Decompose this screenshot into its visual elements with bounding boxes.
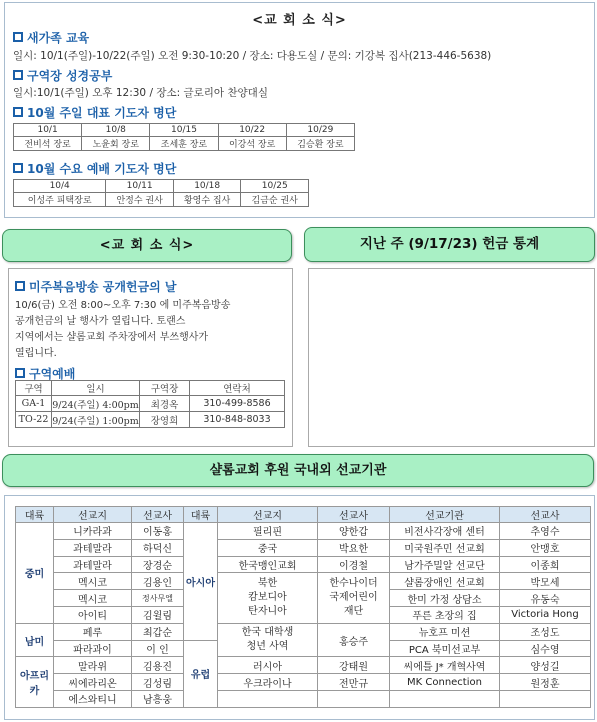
table-row: 아이티 김윌림 푸른 초장의 집 Victoria Hong [16,606,591,623]
wednesday-prayer-section [13,160,309,207]
district-worship-heading: 구역예배 [15,365,75,382]
checkbox-square-icon [15,368,25,378]
left-notice-banner: <교 회 소 식> [2,229,292,262]
mission-banner: 샬롬교회 후원 국내외 선교기관 [2,454,594,487]
mission-panel [4,495,595,720]
broadcast-heading: 미주복음방송 공개헌금의 날 [15,278,230,295]
checkbox-square-icon [13,32,23,42]
sunday-prayer-section [13,104,355,151]
broadcast-body: 10/6(금) 오전 8:00~오후 7:30 에 미주복음방송 공개헌금의 날 행사가 열립니다. 토랜스 지역에서는 샬롬교회 주차장에서 부쓰행사가 열립니다. [15,300,231,359]
new-family-body: 일시: 10/1(주일)-10/22(주일) 오전 9:30-10:20 / 장소: 다용도실 / 문의: 기강복 집사(213-446-5638) [13,50,492,62]
checkbox-square-icon [13,70,23,80]
table-row: 씨에라리온 김성림 우크라이나 전만규 MK Connection 원정훈 [16,674,591,691]
top-notice-title: <교 회 소 식> [252,13,347,28]
mission-header-row: 대륙 선교지 선교사 대륙 선교지 선교사 선교기관 선교사 [16,507,591,523]
mission-table [15,506,591,708]
wednesday-prayer-heading: 10월 수요 예배 기도자 명단 [13,160,309,177]
broadcast-section [15,278,230,362]
table-row: 파라과이 이 인 유럽 PCA 북미선교부 심수영 [16,640,591,657]
table-row: 남미 페루 최갑순 한국 대학생 청년 사역 홍승주 뉴호프 미션 조성도 [16,623,591,640]
sunday-prayer-heading: 10월 주일 대표 기도자 명단 [13,104,355,121]
checkbox-square-icon [13,107,23,117]
checkbox-square-icon [15,281,25,291]
offering-stats-banner: 지난 주 (9/17/23) 헌금 통계 [304,227,595,262]
table-row: 멕시코 김용인 북한 캄보디아 탄자니아 한수나이더 국제어린이 재단 샬롬장애인 선교회 박모세 [16,573,591,590]
offering-stats-panel [308,268,595,447]
table-row: 과테말라 장경순 한국맹인교회 이경철 남가주밀알 선교단 이종희 [16,556,591,573]
top-notice-panel [4,2,595,218]
leaders-study-heading: 구역장 성경공부 [13,67,268,84]
new-family-heading: 새가족 교육 [13,29,491,46]
leaders-study-section [13,67,268,101]
district-worship-table: 구역 일시 구역장 연락처 GA-1 9/24(주일) 4:00pm 최경옥 310-499-8586 TO-22 9/24(주일) 1:00pm 장영희 310-848-8033 [15,380,285,428]
sunday-prayer-table: 10/1 10/8 10/15 10/22 10/29 전비석 장로 노윤회 장로 조세훈 장로 이강석 장로 김승환 장로 [13,123,355,151]
table-row: 아프리카 말라위 김용진 러시아 강태원 씨에틀 J* 개혁사역 양성길 [16,657,591,674]
left-notice-panel [8,268,293,447]
checkbox-square-icon [13,163,23,173]
leaders-study-body: 일시:10/1(주일) 오후 12:30 / 장소: 글로리아 찬양대실 [13,87,268,99]
table-row: 중미 니카라과 이동홍 아시아 필리핀 양한갑 비전사각장애 센터 추영수 [16,523,591,540]
table-row: 과테말라 하덕신 중국 박요한 미국원주민 선교회 안맹호 [16,539,591,556]
table-row: 멕시코 정사무엘 한미 가정 상담소 유동숙 [16,590,591,607]
new-family-section [13,29,491,64]
wednesday-prayer-table: 10/4 10/11 10/18 10/25 이성주 피택장로 안정수 권사 황영수 집사 김금순 권사 [13,179,309,207]
table-row: 에스와티니 남흥웅 [16,690,591,707]
